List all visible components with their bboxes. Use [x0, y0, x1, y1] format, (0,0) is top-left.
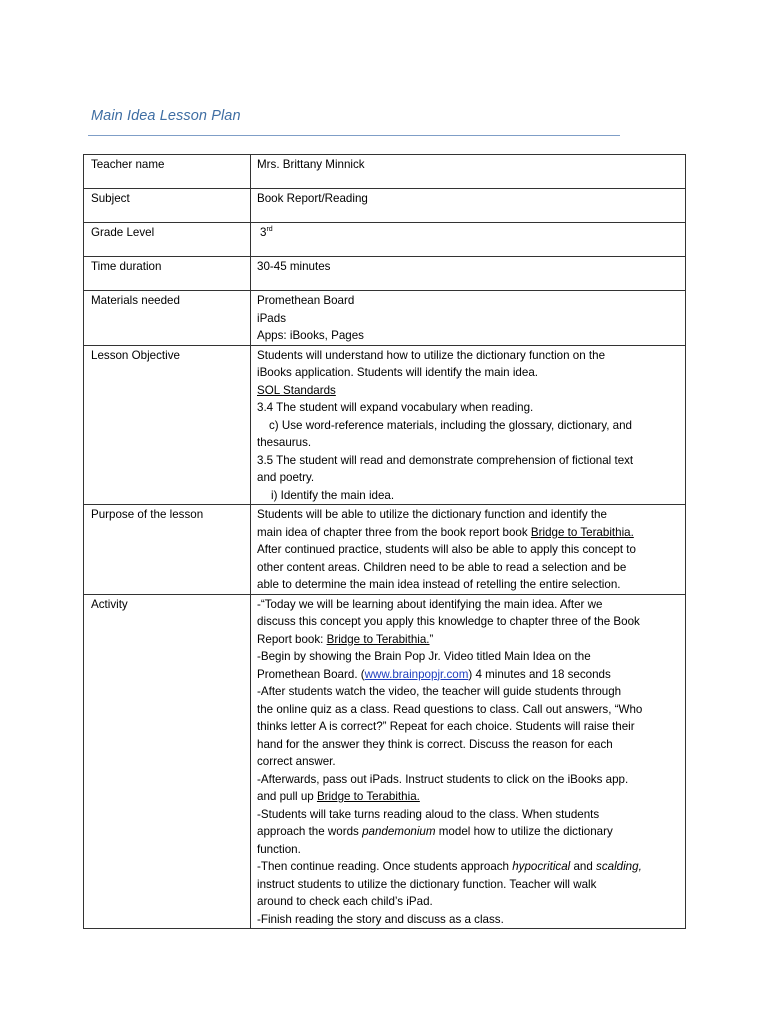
page-title: Main Idea Lesson Plan	[91, 108, 241, 124]
text-line	[257, 858, 679, 876]
materials-list	[251, 291, 686, 346]
grade-level-superscript: rd	[266, 226, 273, 234]
list-item: Apps: iBooks, Pages	[257, 329, 364, 342]
text-run: main idea of chapter three from the book report book	[257, 525, 531, 539]
row-label: Purpose of the lesson	[84, 505, 251, 595]
text-line: thinks letter A is correct?” Repeat for each choice. Students will raise their	[257, 720, 635, 733]
text-line: 3.4 The student will expand vocabulary when reading.	[257, 401, 534, 414]
row-label: Subject	[84, 189, 251, 223]
vocab-word: hypocritical	[512, 860, 571, 873]
table-row	[84, 291, 686, 346]
text-line: -Begin by showing the Brain Pop Jr. Video titled Main Idea on the	[257, 650, 591, 663]
text-line	[257, 823, 679, 841]
table-row	[84, 189, 686, 223]
text-line: i) Identify the main idea.	[271, 488, 395, 502]
row-label: Lesson Objective	[84, 345, 251, 505]
text-line: After continued practice, students will also be able to apply this concept to	[257, 543, 636, 556]
text-line: -Finish reading the story and discuss as a class.	[257, 912, 504, 926]
text-line: other content areas. Children need to be able to read a selection and be	[257, 560, 627, 574]
time-duration-value: 30-45 minutes	[251, 257, 686, 291]
text-run: ) 4 minutes and 18 seconds	[468, 667, 611, 681]
grade-level-value: 3	[260, 226, 267, 239]
text-line: able to determine the main idea instead of retelling the entire selection.	[257, 578, 621, 591]
text-line: c) Use word-reference materials, including the glossary, dictionary, and	[269, 418, 633, 432]
subject-value: Book Report/Reading	[251, 189, 686, 223]
book-title: Bridge to Terabithia.	[326, 632, 430, 646]
list-item: iPads	[257, 311, 287, 325]
table-row	[84, 594, 686, 929]
lesson-objective-text	[251, 345, 686, 505]
text-line: Students will understand how to utilize the dictionary function on the	[257, 348, 606, 362]
grade-level-cell	[251, 223, 686, 257]
purpose-text	[251, 505, 686, 595]
text-line	[257, 788, 679, 806]
text-line: -Students will take turns reading aloud to the class. When students	[257, 807, 600, 821]
text-line: Students will be able to utilize the dictionary function and identify the	[257, 508, 607, 521]
title-underline	[88, 135, 620, 136]
list-item: Promethean Board	[257, 294, 355, 307]
text-line: around to check each child’s iPad.	[257, 895, 433, 908]
text-run: Report book:	[257, 632, 327, 646]
row-label: Teacher name	[84, 155, 251, 189]
text-line: iBooks application. Students will identify the main idea.	[257, 366, 538, 379]
text-line	[257, 631, 679, 649]
text-run: model how to utilize the dictionary	[435, 825, 613, 838]
table-row	[84, 223, 686, 257]
text-run: -Then continue reading. Once students approach	[257, 860, 513, 873]
text-line: correct answer.	[257, 755, 336, 768]
teacher-name-value: Mrs. Brittany Minnick	[251, 155, 686, 189]
book-title: Bridge to Terabithia.	[530, 525, 634, 539]
table-row	[84, 257, 686, 291]
text-line: and poetry.	[257, 471, 315, 484]
text-line: thesaurus.	[257, 436, 312, 449]
text-line	[257, 666, 679, 684]
text-line: hand for the answer they think is correct. Discuss the reason for each	[257, 737, 613, 751]
table-row	[84, 155, 686, 189]
text-line: -Afterwards, pass out iPads. Instruct students to click on the iBooks app.	[257, 772, 629, 786]
brainpop-link[interactable]: www.brainpopjr.com	[364, 667, 469, 681]
row-label: Activity	[84, 594, 251, 929]
text-run: Promethean Board. (	[257, 667, 365, 681]
table-row	[84, 345, 686, 505]
text-run: and pull up	[257, 790, 317, 803]
text-line: -“Today we will be learning about identifying the main idea. After we	[257, 597, 603, 611]
sol-standards-heading: SOL Standards	[257, 383, 336, 397]
text-line: 3.5 The student will read and demonstrate comprehension of fictional text	[257, 453, 634, 467]
text-line: function.	[257, 842, 301, 856]
row-label: Materials needed	[84, 291, 251, 346]
text-line: -After students watch the video, the teacher will guide students through	[257, 685, 622, 698]
text-line	[257, 524, 679, 542]
lesson-plan-table	[83, 154, 686, 929]
book-title: Bridge to Terabithia.	[316, 790, 420, 803]
table-row	[84, 505, 686, 595]
text-line: discuss this concept you apply this knowledge to chapter three of the Book	[257, 615, 640, 628]
vocab-word: scalding,	[596, 860, 642, 873]
row-label: Time duration	[84, 257, 251, 291]
text-run: approach the words	[257, 825, 363, 838]
text-line: instruct students to utilize the dictionary function. Teacher will walk	[257, 877, 597, 891]
text-run: ”	[429, 632, 434, 646]
vocab-word: pandemonium	[362, 825, 436, 838]
activity-text	[251, 594, 686, 929]
row-label: Grade Level	[84, 223, 251, 257]
text-line: the online quiz as a class. Read questions to class. Call out answers, “Who	[257, 702, 643, 716]
text-run: and	[570, 860, 597, 873]
